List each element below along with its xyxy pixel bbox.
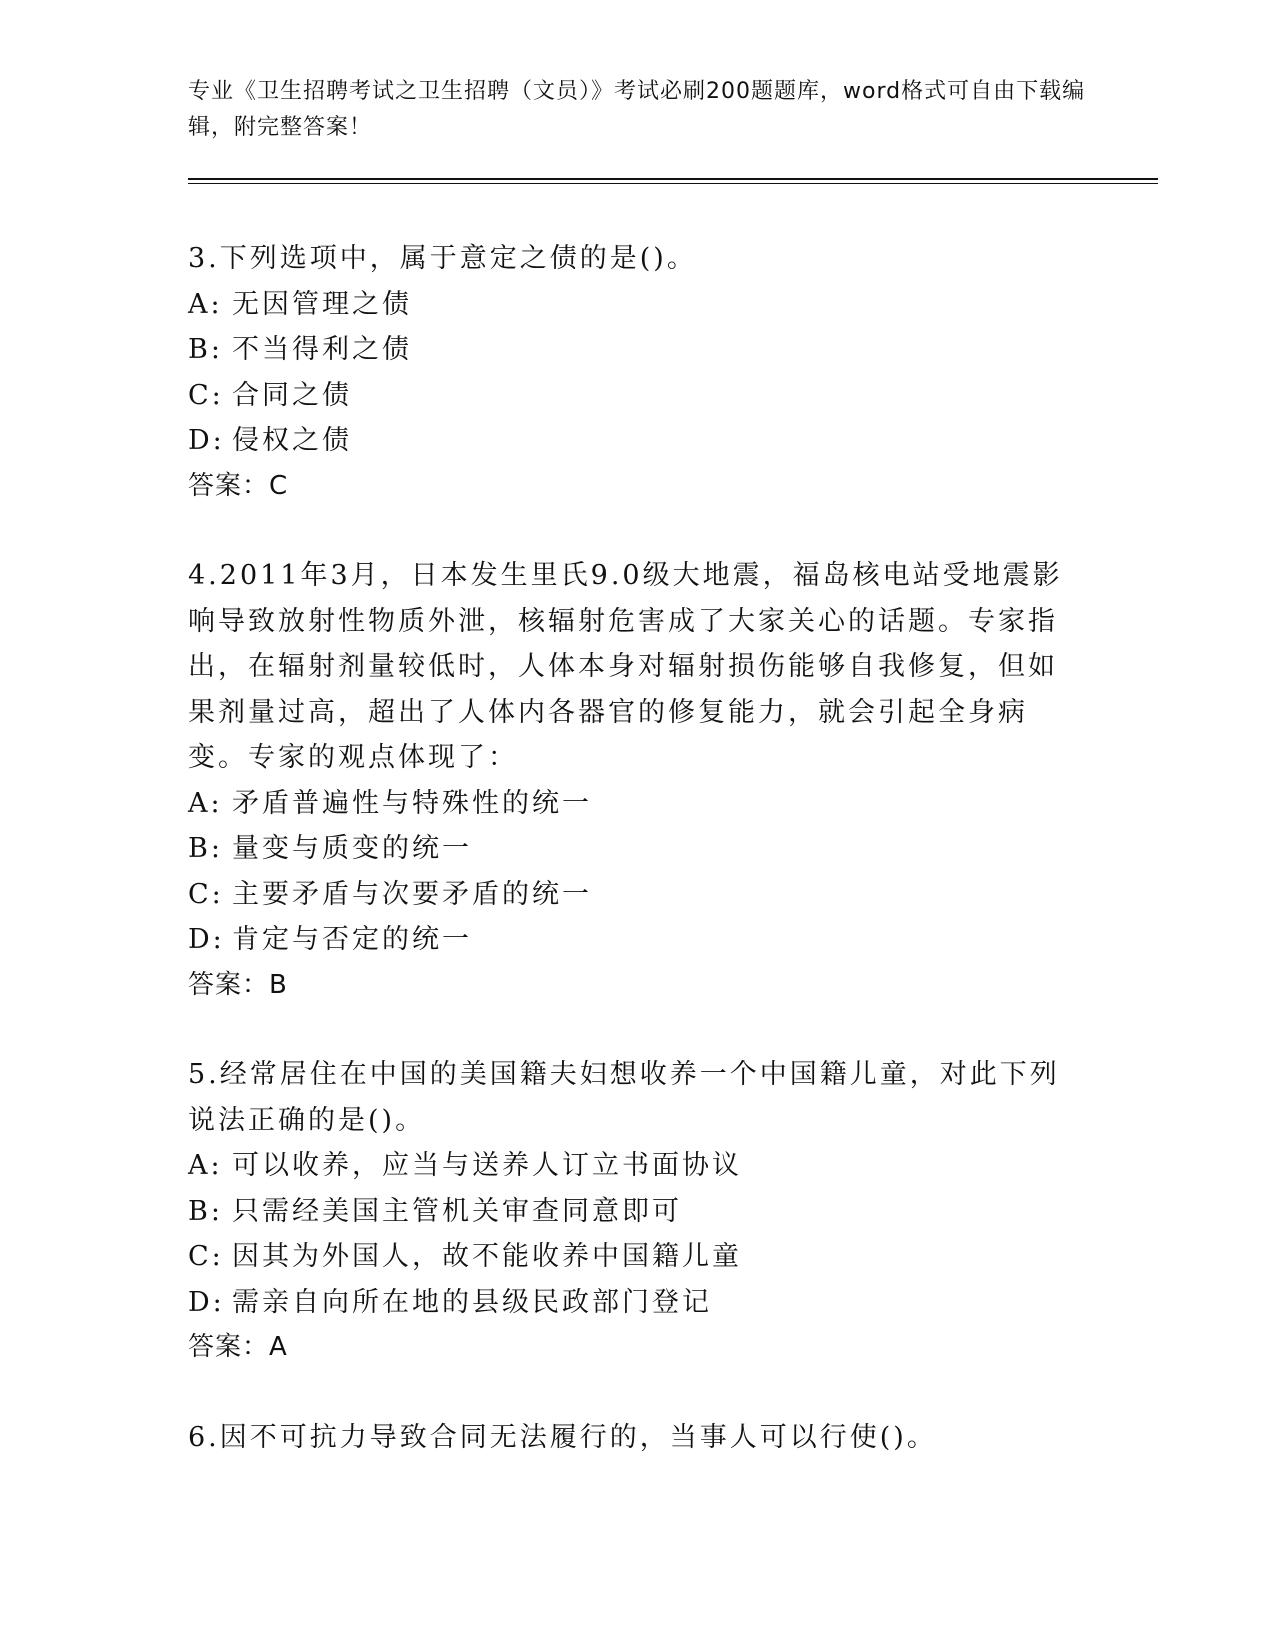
option-key: C: (188, 878, 224, 910)
option-text: 主要矛盾与次要矛盾的统一 (232, 878, 592, 910)
answer-line: 答案：C (188, 470, 289, 501)
document-header: 专业《卫生招聘考试之卫生招聘（文员）》考试必刷200题题库，word格式可自由下载编辑，附完整答案！ (188, 79, 1086, 140)
question-list (188, 236, 1068, 1460)
option-key: C: (188, 379, 224, 411)
question-stem: 3.下列选项中，属于意定之债的是()。 (188, 243, 697, 274)
answer-line: 答案：A (188, 1332, 288, 1362)
option-c (188, 1234, 1068, 1280)
question-4 (188, 553, 1068, 1008)
option-key: B: (188, 833, 223, 864)
option-b (188, 826, 1068, 872)
option-text: 可以收养，应当与送养人订立书面协议 (232, 1150, 742, 1181)
option-key: D: (188, 425, 225, 456)
option-key: D: (188, 924, 225, 955)
option-text: 因其为外国人，故不能收养中国籍儿童 (232, 1241, 742, 1272)
option-text: 侵权之债 (232, 425, 352, 456)
option-c (188, 373, 1068, 419)
option-text: 合同之债 (232, 379, 352, 411)
option-key: C: (188, 1241, 224, 1272)
option-key: B: (188, 334, 223, 365)
option-key: A: (188, 1150, 223, 1181)
header-divider-thick (188, 178, 1158, 180)
option-text: 只需经美国主管机关审查同意即可 (232, 1195, 682, 1227)
question-stem: 6.因不可抗力导致合同无法履行的，当事人可以行使()。 (188, 1421, 937, 1453)
option-text: 需亲自向所在地的县级民政部门登记 (232, 1286, 712, 1318)
option-d (188, 418, 1068, 464)
option-c (188, 872, 1068, 918)
answer-line: 答案：B (188, 969, 288, 1000)
option-key: B: (188, 1195, 223, 1227)
option-a (188, 282, 1068, 328)
option-text: 矛盾普遍性与特殊性的统一 (232, 787, 592, 819)
option-d (188, 917, 1068, 963)
option-text: 肯定与否定的统一 (232, 924, 472, 955)
option-text: 不当得利之债 (232, 334, 412, 365)
option-a (188, 781, 1068, 827)
option-key: A: (188, 787, 223, 819)
question-3 (188, 236, 1068, 509)
question-stem: 4.2011年3月，日本发生里氏9.0级大地震，福岛核电站受地震影响导致放射性物质外泄，核辐射危害成了大家关心的话题。专家指出，在辐射剂量较低时，人体本身对辐射损伤能够自我修复，但如果剂量过高，超出了人体内各器官的修复能力，就会引起全身病变。专家的观点体现了： (188, 560, 1063, 773)
question-6 (188, 1415, 1068, 1461)
option-key: D: (188, 1286, 225, 1318)
option-text: 量变与质变的统一 (232, 833, 472, 864)
option-d (188, 1280, 1068, 1326)
header-divider-thin (188, 183, 1158, 184)
question-5 (188, 1052, 1068, 1371)
option-key: A: (188, 288, 223, 320)
option-b (188, 1189, 1068, 1235)
option-a (188, 1143, 1068, 1189)
question-stem: 5.经常居住在中国的美国籍夫妇想收养一个中国籍儿童，对此下列说法正确的是()。 (188, 1059, 1060, 1136)
option-b (188, 327, 1068, 373)
option-text: 无因管理之债 (232, 288, 412, 320)
